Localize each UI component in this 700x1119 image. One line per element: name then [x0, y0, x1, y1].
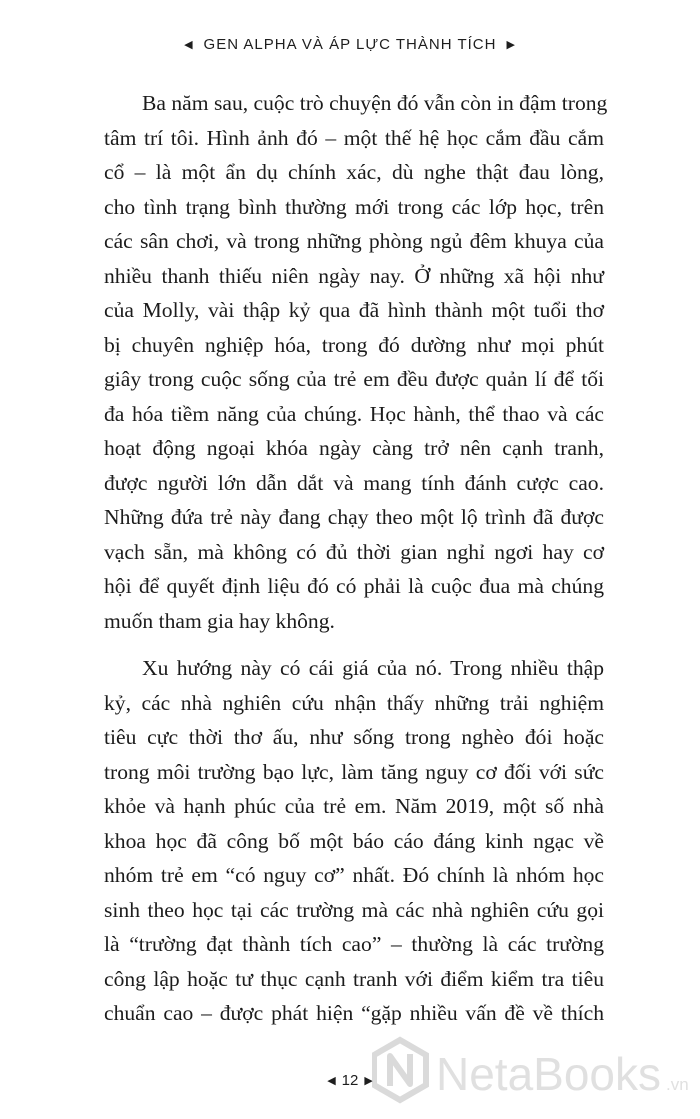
text-line: Ba năm sau, cuộc trò chuyện đó vẫn còn in đậm trong	[142, 91, 608, 115]
text-line: được người lớn dẫn dắt và mang tính đánh cược cao.	[104, 470, 604, 495]
text-line: sinh theo học tại các trường mà các nhà nghiên cứu gọi	[104, 897, 604, 922]
text-line: bị chuyên nghiệp hóa, trong đó dường như mọi phút	[104, 332, 604, 357]
netabooks-logo-icon	[374, 1040, 426, 1100]
text-line: của Molly, vài thập kỷ qua đã hình thành một tuổi thơ	[104, 298, 604, 322]
triangle-left-icon: ◀	[184, 39, 194, 51]
triangle-right-icon: ▶	[364, 1075, 373, 1087]
paragraph-1	[104, 86, 608, 638]
text-line: cổ – là một ẩn dụ chính xác, dù nghe thật đau lòng,	[104, 160, 604, 184]
running-header	[0, 36, 700, 53]
text-line: Những đứa trẻ này đang chạy theo một lộ trình đã được	[104, 505, 604, 529]
text-line: Xu hướng này có cái giá của nó. Trong nhiều thập	[142, 656, 604, 680]
paragraph-spacer	[104, 638, 604, 651]
page-body	[104, 86, 608, 1031]
text-line: nhóm trẻ em “có nguy cơ” nhất. Đó chính là nhóm học	[104, 863, 604, 887]
text-line: vạch sẵn, mà không có đủ thời gian nghỉ ngơi hay cơ	[104, 539, 604, 564]
text-line: hội để quyết định liệu đó có phải là cuộc đua mà chúng	[104, 574, 604, 598]
text-line: cho tình trạng bình thường mới trong các lớp học, trên	[104, 194, 604, 219]
triangle-left-icon: ◀	[327, 1075, 336, 1087]
text-line: kỷ, các nhà nghiên cứu nhận thấy những trải nghiệm	[104, 690, 604, 715]
watermark-brand: NetaBooks	[436, 1048, 662, 1100]
text-line: đa hóa tiềm năng của chúng. Học hành, thể thao và các	[104, 401, 604, 426]
running-header-title: GEN ALPHA VÀ ÁP LỰC THÀNH TÍCH	[203, 36, 497, 53]
paragraph-2	[104, 651, 604, 1031]
triangle-right-icon: ▶	[506, 39, 516, 51]
page-number: 12	[341, 1072, 359, 1089]
text-line: muốn tham gia hay không.	[104, 608, 335, 633]
text-line: công lập hoặc tư thục cạnh tranh với điểm kiểm tra tiêu	[104, 966, 604, 991]
text-line: tiêu cực thời thơ ấu, như sống trong nghèo đói hoặc	[104, 725, 604, 749]
netabooks-watermark	[372, 1032, 700, 1112]
text-line: nhiều thanh thiếu niên ngày nay. Ở những xã hội như	[104, 263, 604, 288]
text-line: chuẩn cao – được phát hiện “gặp nhiều vấn đề về thích	[104, 1001, 604, 1025]
text-line: tâm trí tôi. Hình ảnh đó – một thế hệ học cắm đầu cắm	[104, 125, 604, 150]
watermark-suffix: .vn	[666, 1075, 689, 1094]
text-line: hoạt động ngoại khóa ngày càng trở nên cạnh tranh,	[104, 436, 604, 460]
text-line: trong môi trường bạo lực, làm tăng nguy cơ đối với sức	[104, 759, 604, 784]
text-line: giây trong cuộc sống của trẻ em đều được quản lí để tối	[104, 367, 604, 391]
text-line: là “trường đạt thành tích cao” – thường là các trường	[104, 932, 604, 956]
text-line: khoa học đã công bố một báo cáo đáng kinh ngạc về	[104, 828, 604, 853]
text-line: khỏe và hạnh phúc của trẻ em. Năm 2019, một số nhà	[104, 794, 604, 818]
text-line: các sân chơi, và trong những phòng ngủ đêm khuya của	[104, 229, 604, 253]
